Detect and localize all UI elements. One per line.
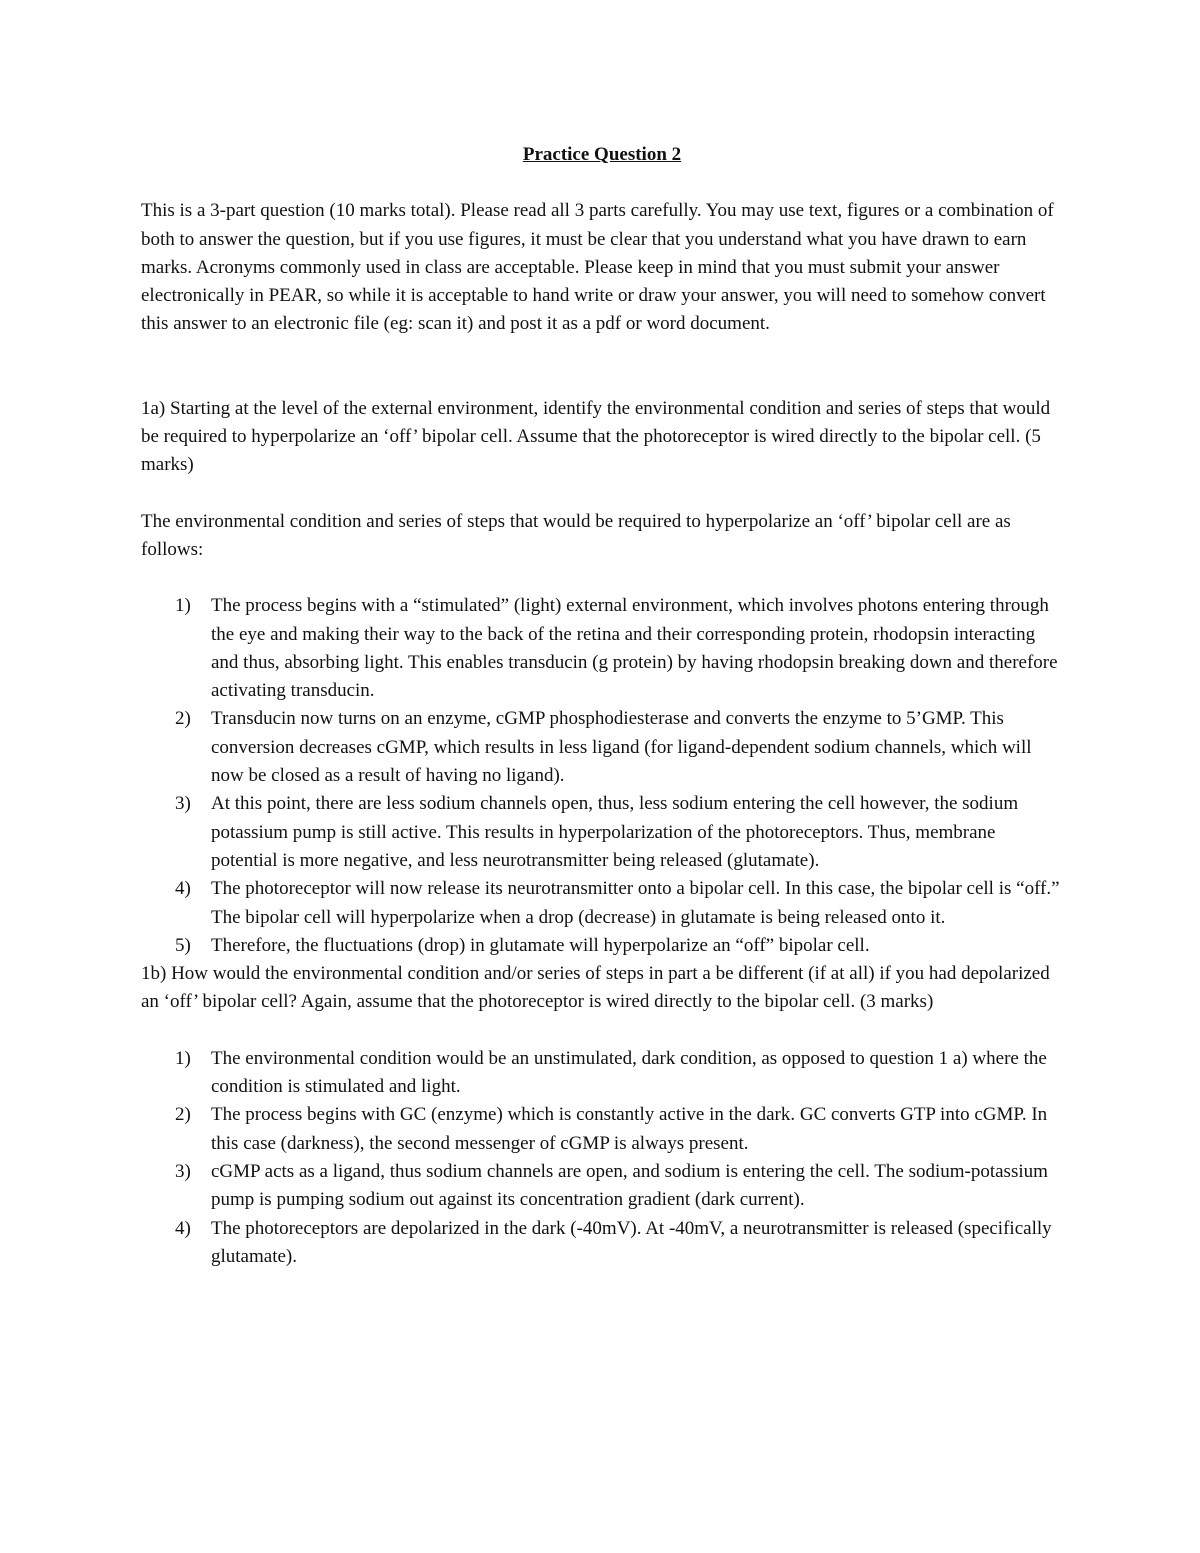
list-item (141, 1045, 1063, 1102)
list-item-number: 3) (175, 1160, 191, 1182)
list-item-text: The process begins with GC (enzyme) which is constantly active in the dark. GC converts GTP into cGMP. In this case (darkness), the second messenger of cGMP is always present. (211, 1104, 1048, 1154)
list-item-text: The photoreceptor will now release its neurotransmitter onto a bipolar cell. In this case, the bipolar cell is “off.” The bipolar cell will hyperpolarize when a drop (decrease) in glutamate is being released onto it. (211, 878, 1060, 928)
question-1b: 1b) How would the environmental condition and/or series of steps in part a be different (if at all) if you had depolarized an ‘off’ bipolar cell? Again, assume that the photoreceptor is wired directly to the bipolar cell. (3 marks) (141, 963, 1050, 1013)
list-item (141, 705, 1063, 790)
document-body (141, 141, 1063, 1271)
page-title: Practice Question 2 (522, 144, 682, 165)
list-item-number: 4) (175, 1217, 191, 1239)
list-item-number: 1) (175, 595, 191, 617)
list-item (141, 1158, 1063, 1215)
answer-1a-steps (141, 592, 1063, 960)
list-item-text: cGMP acts as a ligand, thus sodium channels are open, and sodium is entering the cell. The sodium-potassium pump is pumping sodium out against its concentration gradient (dark current). (211, 1160, 1048, 1211)
list-item-text: The process begins with a “stimulated” (light) external environment, which involves photons entering through the eye and making their way to the back of the retina and their corresponding protein, rhodopsin interacting and thus, absorbing light. This enables transducin (g protein) by having rhodopsin breaking down and therefore activating transducin. (211, 595, 1058, 702)
list-item-number: 5) (175, 934, 191, 956)
list-item-number: 2) (175, 1104, 191, 1126)
list-item-text: At this point, there are less sodium channels open, thus, less sodium entering the cell however, the sodium potassium pump is still active. This results in hyperpolarization of the photoreceptors. Thus, membrane potential is more negative, and less neurotransmitter being released (glutamate). (211, 793, 1019, 871)
list-item (141, 592, 1063, 705)
list-item-text: Transducin now turns on an enzyme, cGMP phosphodiesterase and converts the enzyme to 5’GMP. This conversion decreases cGMP, which results in less ligand (for ligand-dependent sodium channels, which will now be closed as a result of having no ligand). (211, 708, 1032, 787)
list-item-number: 3) (175, 793, 191, 815)
question-1a: 1a) Starting at the level of the external environment, identify the environmental condition and series of steps that would be required to hyperpolarize an ‘off’ bipolar cell. Assume that the photoreceptor is wired directly to the bipolar cell. (5 marks) (141, 397, 1051, 476)
list-item (141, 1215, 1063, 1272)
answer-1a-lead: The environmental condition and series of steps that would be required to hyperpolarize an ‘off’ bipolar cell are as follows: (141, 510, 1011, 560)
list-item (141, 790, 1063, 875)
answer-1b-steps (141, 1045, 1063, 1271)
list-item (141, 932, 1063, 960)
intro-paragraph: This is a 3-part question (10 marks total). Please read all 3 parts carefully. You may use text, figures or a combination of both to answer the question, but if you use figures, it must be clear that you understand what you have drawn to earn marks. Acronyms commonly used in class are acceptable. Please keep in mind that you must submit your answer electronically in PEAR, so while it is acceptable to hand write or draw your answer, you will need to somehow convert this answer to an electronic file (eg: scan it) and post it as a pdf or word document. (141, 200, 1054, 335)
list-item-text: The photoreceptors are depolarized in the dark (-40mV). At -40mV, a neurotransmitter is released (specifically glutamate). (211, 1217, 1052, 1267)
list-item-text: The environmental condition would be an unstimulated, dark condition, as opposed to question 1 a) where the condition is stimulated and light. (211, 1047, 1047, 1098)
list-item-number: 2) (175, 708, 191, 730)
list-item-text: Therefore, the fluctuations (drop) in glutamate will hyperpolarize an “off” bipolar cell. (211, 934, 870, 956)
list-item (141, 1101, 1063, 1158)
list-item-number: 4) (175, 878, 191, 900)
list-item-number: 1) (175, 1047, 191, 1069)
list-item (141, 875, 1063, 932)
